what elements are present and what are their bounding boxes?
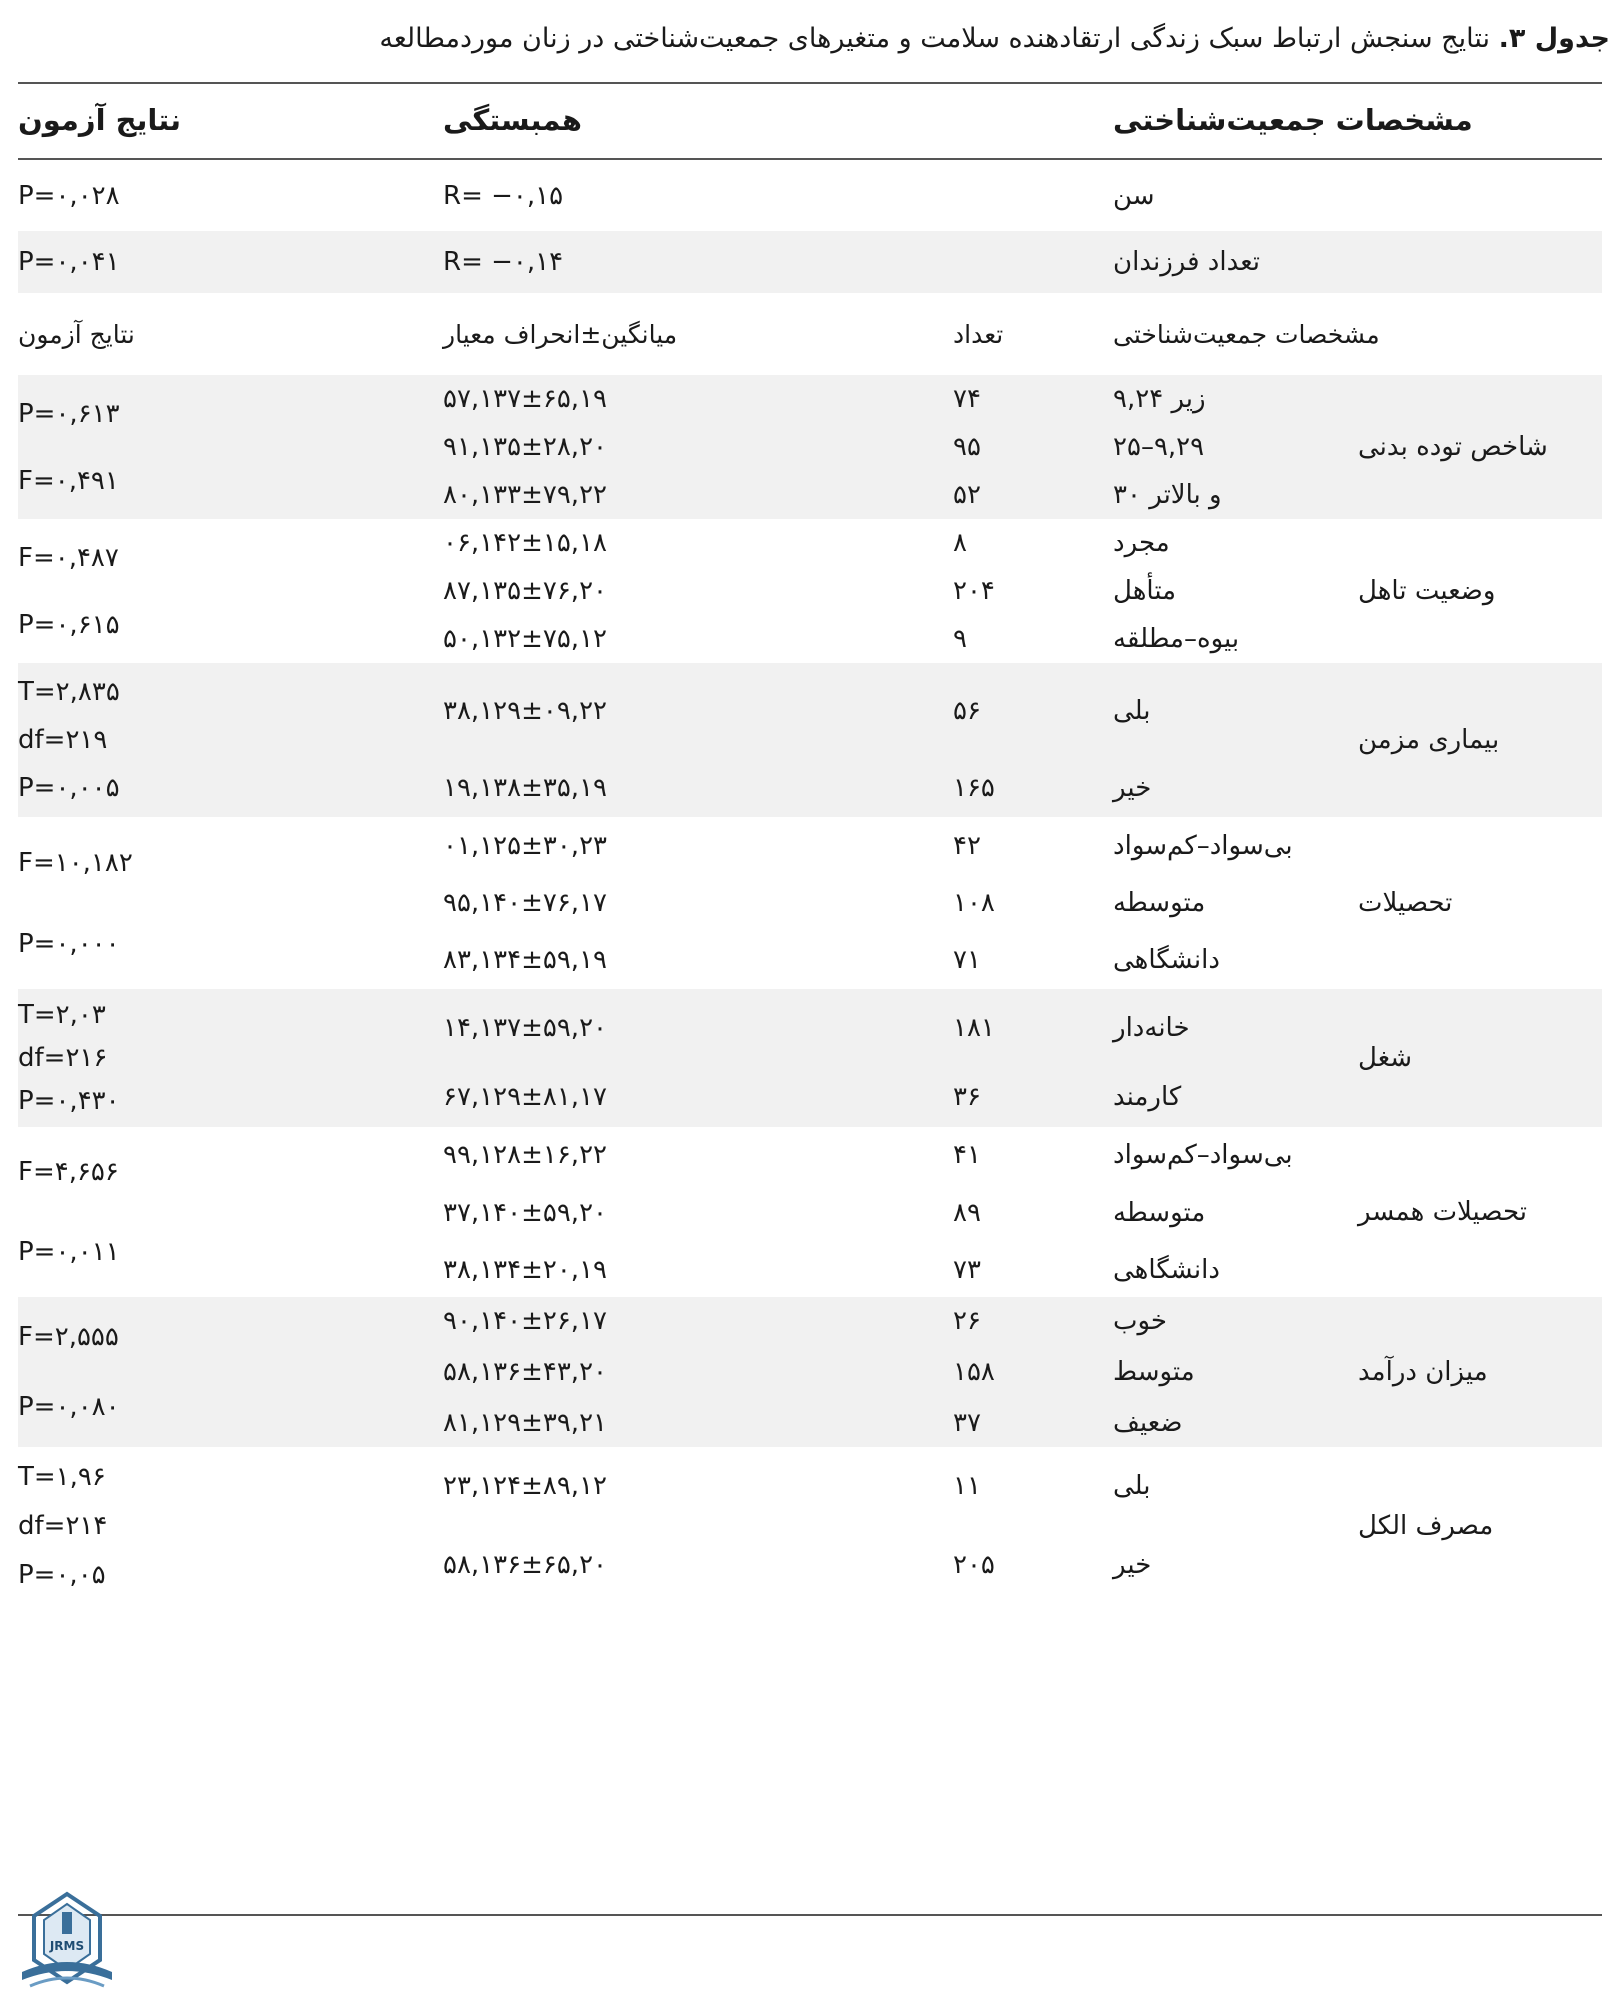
test-result: F=۰,۴۹۱ <box>18 465 119 496</box>
test-result: df=۲۱۴ <box>18 1510 108 1541</box>
group-results <box>18 1447 443 1605</box>
subheader-results: نتایج آزمون <box>18 319 135 349</box>
group-results <box>18 1127 443 1297</box>
header-results: نتایج آزمون <box>18 103 182 137</box>
group-label: شاخص توده بدنی <box>1358 375 1602 519</box>
subgroup-label: خیر <box>1113 1550 1152 1580</box>
mean-sd: ۸۳,۱۳۴±۵۹,۱۹ <box>443 945 607 975</box>
logo-emblem-icon <box>16 1890 118 1994</box>
test-result: df=۲۱۹ <box>18 725 108 755</box>
mean-sd: ۹۹,۱۲۸±۱۶,۲۲ <box>443 1140 607 1170</box>
count: ۲۶ <box>953 1297 1113 1345</box>
subgroup-label: بی‌سواد–کم‌سواد <box>1113 1140 1293 1170</box>
subgroup-label: خانه‌دار <box>1113 989 1358 1067</box>
subgroup-label: بلی <box>1113 1471 1151 1501</box>
mean-sd: ۳۸,۱۳۴±۲۰,۱۹ <box>443 1255 607 1285</box>
corr-label: سن <box>1113 180 1155 211</box>
subgroup-label: ضعیف <box>1113 1399 1358 1447</box>
mean-sd: ۳۷,۱۴۰±۵۹,۲۰ <box>443 1198 607 1228</box>
mean-sd: ۵۸,۱۳۶±۴۳,۲۰ <box>443 1345 953 1399</box>
count: ۵۶ <box>953 663 1113 759</box>
count: ۱۵۸ <box>953 1345 1113 1399</box>
logo-text: JRMS <box>49 1939 85 1953</box>
count: ۲۰۵ <box>953 1550 995 1580</box>
count: ۱۱ <box>953 1471 981 1501</box>
mean-sd: ۰۶,۱۴۲±۱۵,۱۸ <box>443 528 607 558</box>
test-result: F=۱۰,۱۸۲ <box>18 847 133 878</box>
subgroup-label: متأهل <box>1113 576 1177 606</box>
count: ۸۹ <box>953 1198 981 1228</box>
group-label: شغل <box>1358 989 1602 1127</box>
count: ۳۷ <box>953 1399 1113 1447</box>
subheader-demographic: مشخصات جمعیت‌شناختی <box>1113 319 1380 349</box>
mean-sd: ۸۱,۱۲۹±۳۹,۲۱ <box>443 1399 953 1447</box>
group-label: مصرف الکل <box>1358 1511 1494 1541</box>
group-results <box>18 1297 443 1447</box>
group-label: وضعیت تاهل <box>1358 576 1496 606</box>
header-demographic: مشخصات جمعیت‌شناختی <box>1113 103 1473 137</box>
count: ۷۱ <box>953 945 981 975</box>
subheader-mean-sd: میانگین±انحراف معیار <box>443 319 678 349</box>
mean-sd: ۸۷,۱۳۵±۷۶,۲۰ <box>443 576 607 606</box>
count: ۷۴ <box>953 375 1113 423</box>
count: ۸ <box>953 528 967 558</box>
mean-sd: ۵۰,۱۳۲±۷۵,۱۲ <box>443 624 607 654</box>
subgroup-label: ۳۰ و بالاتر <box>1113 471 1358 519</box>
mean-sd: ۱۴,۱۳۷±۵۹,۲۰ <box>443 989 953 1067</box>
test-result: F=۴,۶۵۶ <box>18 1157 119 1187</box>
test-result: T=۲,۸۳۵ <box>18 677 120 707</box>
subgroup-label: مجرد <box>1113 528 1170 558</box>
count: ۲۰۴ <box>953 576 995 606</box>
count: ۹۵ <box>953 423 1113 471</box>
group-label: میزان درآمد <box>1358 1297 1602 1447</box>
mean-sd: ۹۵,۱۴۰±۷۶,۱۷ <box>443 888 607 918</box>
group-label: بیماری مزمن <box>1358 663 1602 817</box>
mean-sd: ۹۱,۱۳۵±۲۸,۲۰ <box>443 423 953 471</box>
subgroup-label: بی‌سواد–کم‌سواد <box>1113 831 1293 861</box>
test-result: F=۲,۵۵۵ <box>18 1322 119 1352</box>
jrms-logo <box>16 1890 118 1994</box>
group-results <box>18 989 443 1127</box>
group-label: تحصیلات <box>1358 888 1453 918</box>
subgroup-label: کارمند <box>1113 1067 1358 1127</box>
mean-sd: ۲۳,۱۲۴±۸۹,۱۲ <box>443 1471 607 1501</box>
mean-sd: ۰۱,۱۲۵±۳۰,۲۳ <box>443 831 607 861</box>
corr-p: P=۰,۰۴۱ <box>18 231 443 293</box>
test-result: F=۰,۴۸۷ <box>18 542 119 573</box>
corr-p: P=۰,۰۲۸ <box>18 180 120 211</box>
count: ۴۱ <box>953 1140 981 1170</box>
subgroup-label: بیوه–مطلقه <box>1113 624 1240 654</box>
caption-text: نتایج سنجش ارتباط سبک زندگی ارتقادهنده سلامت و متغیرهای جمعیت‌شناختی در زنان موردمطالعه <box>379 23 1490 54</box>
count: ۱۶۵ <box>953 759 1113 817</box>
test-result: P=۰,۰۰۰ <box>18 928 120 959</box>
corr-r: R= −۰,۱۵ <box>443 180 564 211</box>
group-sub-row <box>18 375 1602 423</box>
count: ۵۲ <box>953 471 1113 519</box>
test-result: T=۱,۹۶ <box>18 1461 106 1492</box>
corr-row-age <box>18 159 1602 231</box>
group-sub-row <box>18 989 1602 1067</box>
test-result: T=۲,۰۳ <box>18 1000 106 1031</box>
count: ۳۶ <box>953 1067 1113 1127</box>
group-results <box>18 817 443 989</box>
group-sub-row <box>18 1297 1602 1345</box>
caption-label: جدول ۳. <box>1498 23 1610 54</box>
corr-row-children <box>18 231 1602 293</box>
subgroup-label: خیر <box>1113 759 1358 817</box>
group-sub-row <box>18 663 1602 759</box>
group-label: تحصیلات همسر <box>1358 1197 1527 1227</box>
header-correlation: همبستگی <box>443 103 582 137</box>
group-results <box>18 663 443 817</box>
mean-sd: ۵۷,۱۳۷±۶۵,۱۹ <box>443 375 953 423</box>
group-sub-row <box>18 817 1602 875</box>
mean-sd: ۳۸,۱۲۹±۰۹,۲۲ <box>443 663 953 759</box>
mean-sd: ۸۰,۱۳۳±۷۹,۲۲ <box>443 471 953 519</box>
subgroup-label: زیر ۹,۲۴ <box>1113 375 1358 423</box>
subheader-row <box>18 293 1602 375</box>
test-result: P=۰,۶۱۳ <box>18 398 120 429</box>
mean-sd: ۶۷,۱۲۹±۸۱,۱۷ <box>443 1067 953 1127</box>
subgroup-label: دانشگاهی <box>1113 945 1220 975</box>
count: ۱۰۸ <box>953 888 995 918</box>
subgroup-label: متوسطه <box>1113 1198 1206 1228</box>
test-result: P=۰,۴۳۰ <box>18 1085 120 1116</box>
count: ۱۸۱ <box>953 989 1113 1067</box>
corr-label: تعداد فرزندان <box>1113 231 1602 293</box>
group-sub-row <box>18 1127 1602 1183</box>
test-result: P=۰,۶۱۵ <box>18 609 120 640</box>
corr-r: R= −۰,۱۴ <box>443 231 1113 293</box>
count: ۹ <box>953 624 967 654</box>
count: ۴۲ <box>953 831 981 861</box>
group-results <box>18 375 443 519</box>
test-result: P=۰,۰۵ <box>18 1560 106 1591</box>
test-result: df=۲۱۶ <box>18 1042 108 1073</box>
subgroup-label: بلی <box>1113 663 1358 759</box>
test-result: P=۰,۰۱۱ <box>18 1237 120 1267</box>
subheader-count: تعداد <box>953 319 1004 349</box>
subgroup-label: متوسط <box>1113 1345 1358 1399</box>
group-results <box>18 519 443 663</box>
count: ۷۳ <box>953 1255 981 1285</box>
subgroup-label: دانشگاهی <box>1113 1255 1220 1285</box>
mean-sd: ۵۸,۱۳۶±۶۵,۲۰ <box>443 1550 607 1580</box>
subgroup-label: خوب <box>1113 1297 1358 1345</box>
results-table <box>18 82 1602 1605</box>
subgroup-label: متوسطه <box>1113 888 1206 918</box>
subgroup-label: ۲۵–۹,۲۹ <box>1113 423 1358 471</box>
bottom-rule <box>18 1914 1602 1916</box>
group-sub-row <box>18 519 1602 567</box>
group-rows <box>18 375 1602 1605</box>
mean-sd: ۱۹,۱۳۸±۳۵,۱۹ <box>443 759 953 817</box>
table-caption <box>20 14 1610 64</box>
header-row <box>18 82 1602 159</box>
test-result: P=۰,۰۸۰ <box>18 1392 120 1422</box>
group-sub-row <box>18 1447 1602 1525</box>
test-result: P=۰,۰۰۵ <box>18 773 120 803</box>
mean-sd: ۹۰,۱۴۰±۲۶,۱۷ <box>443 1297 953 1345</box>
